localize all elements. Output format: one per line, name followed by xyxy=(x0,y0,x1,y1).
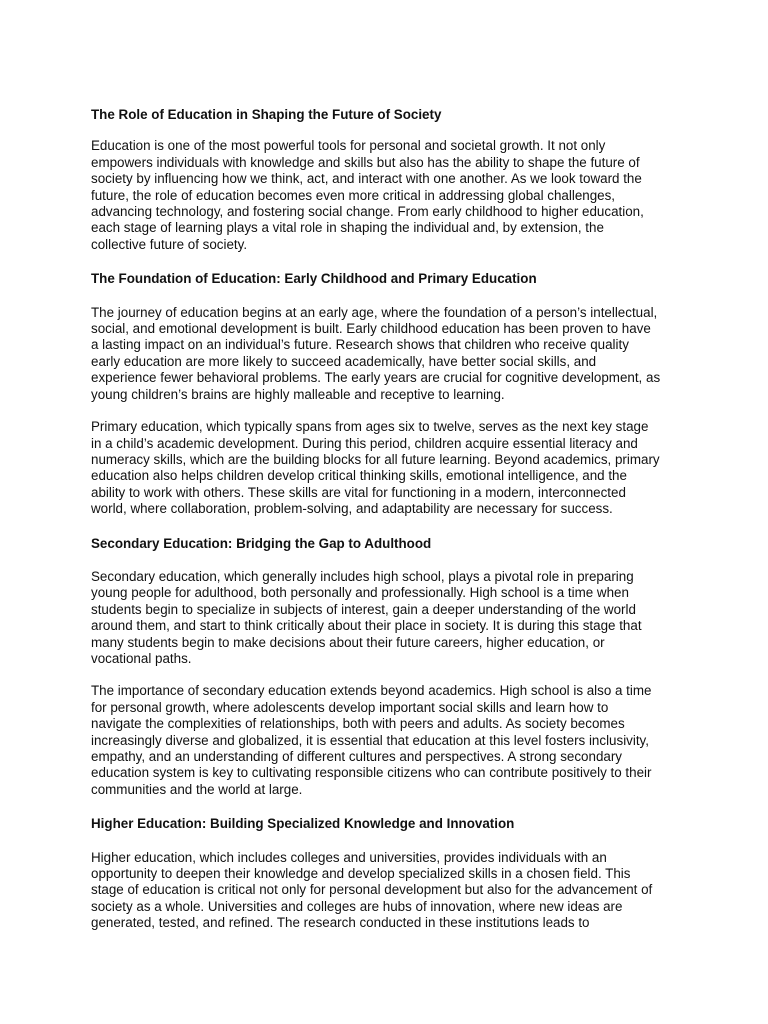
text-line: The importance of secondary education extends beyond academics. High school is also a time xyxy=(91,683,652,699)
text-line: in a child’s academic development. During this period, children acquire essential literacy and xyxy=(91,435,638,451)
text-line: increasingly diverse and globalized, it is essential that education at this level fosters inclusivity, xyxy=(91,732,649,748)
text-line: Primary education, which typically spans from ages six to twelve, serves as the next key stage xyxy=(91,419,649,435)
section-heading-higher-education: Higher Education: Building Specialized Knowledge and Innovation xyxy=(91,816,515,832)
text-line: advancing technology, and fostering social change. From early childhood to higher education, xyxy=(91,204,644,220)
text-line: society as a whole. Universities and colleges are hubs of innovation, where new ideas are xyxy=(91,898,623,914)
text-line: experience fewer behavioral problems. The early years are crucial for cognitive development, as xyxy=(91,370,661,386)
body-paragraph xyxy=(91,305,684,403)
section-heading-early-childhood: The Foundation of Education: Early Childhood and Primary Education xyxy=(91,271,537,287)
text-line: around them, and start to think critically about their place in society. It is during this stage that xyxy=(91,618,642,634)
text-line: future, the role of education becomes even more critical in addressing global challenges, xyxy=(91,187,616,203)
text-line: education also helps children develop critical thinking skills, emotional intelligence, and the xyxy=(91,468,627,484)
text-line: communities and the world at large. xyxy=(91,781,303,797)
text-line: ability to work with others. These skills are vital for functioning in a modern, interconnected xyxy=(91,484,626,500)
text-line: stage of education is critical not only for personal development but also for the advancement of xyxy=(91,882,653,898)
text-line: The journey of education begins at an early age, where the foundation of a person’s intellectual, xyxy=(91,304,658,320)
text-line: social, and emotional development is built. Early childhood education has been proven to have xyxy=(91,321,651,337)
text-line: society by influencing how we think, act, and interact with one another. As we look toward the xyxy=(91,171,642,187)
text-line: a lasting impact on an individual’s future. Research shows that children who receive quality xyxy=(91,337,629,353)
section-heading-secondary: Secondary Education: Bridging the Gap to Adulthood xyxy=(91,535,432,551)
body-paragraph xyxy=(91,683,684,798)
text-line: opportunity to deepen their knowledge and develop specialized skills in a chosen field. This xyxy=(91,866,631,882)
text-line: many students begin to make decisions about their future careers, higher education, or xyxy=(91,634,605,650)
text-line: early education are more likely to succeed academically, have better social skills, and xyxy=(91,353,597,369)
text-line: Higher education, which includes colleges and universities, provides individuals with an xyxy=(91,849,607,865)
text-line: for personal growth, where adolescents develop important social skills and learn how to xyxy=(91,699,609,715)
body-paragraph xyxy=(91,850,684,932)
text-line: young children’s brains are highly malleable and receptive to learning. xyxy=(91,386,505,402)
text-line: collective future of society. xyxy=(91,236,248,252)
text-line: generated, tested, and refined. The research conducted in these institutions leads to xyxy=(91,915,590,931)
document-title: The Role of Education in Shaping the Future of Society xyxy=(91,107,442,122)
text-line: numeracy skills, which are the building blocks for all future learning. Beyond academics, primary xyxy=(91,451,660,467)
text-line: world, where collaboration, problem-solving, and adaptability are necessary for success. xyxy=(91,501,613,517)
text-line: empowers individuals with knowledge and skills but also has the ability to shape the future of xyxy=(91,154,640,170)
text-line: young people for adulthood, both personally and professionally. High school is a time when xyxy=(91,585,629,601)
text-line: vocational paths. xyxy=(91,650,192,666)
text-line: students begin to specialize in subjects of interest, gain a deeper understanding of the world xyxy=(91,601,636,617)
body-paragraph xyxy=(91,419,684,517)
text-line: navigate the complexities of relationships, both with peers and adults. As society becomes xyxy=(91,716,625,732)
body-paragraph xyxy=(91,569,684,667)
intro-paragraph xyxy=(91,138,684,253)
text-line: education system is key to cultivating responsible citizens who can contribute positively to their xyxy=(91,765,652,781)
text-line: empathy, and an understanding of different cultures and perspectives. A strong secondary xyxy=(91,749,623,764)
text-line: Education is one of the most powerful tools for personal and societal growth. It not only xyxy=(91,138,606,154)
text-line: Secondary education, which generally includes high school, plays a pivotal role in preparing xyxy=(91,568,634,584)
text-line: each stage of learning plays a vital role in shaping the individual and, by extension, the xyxy=(91,220,604,236)
